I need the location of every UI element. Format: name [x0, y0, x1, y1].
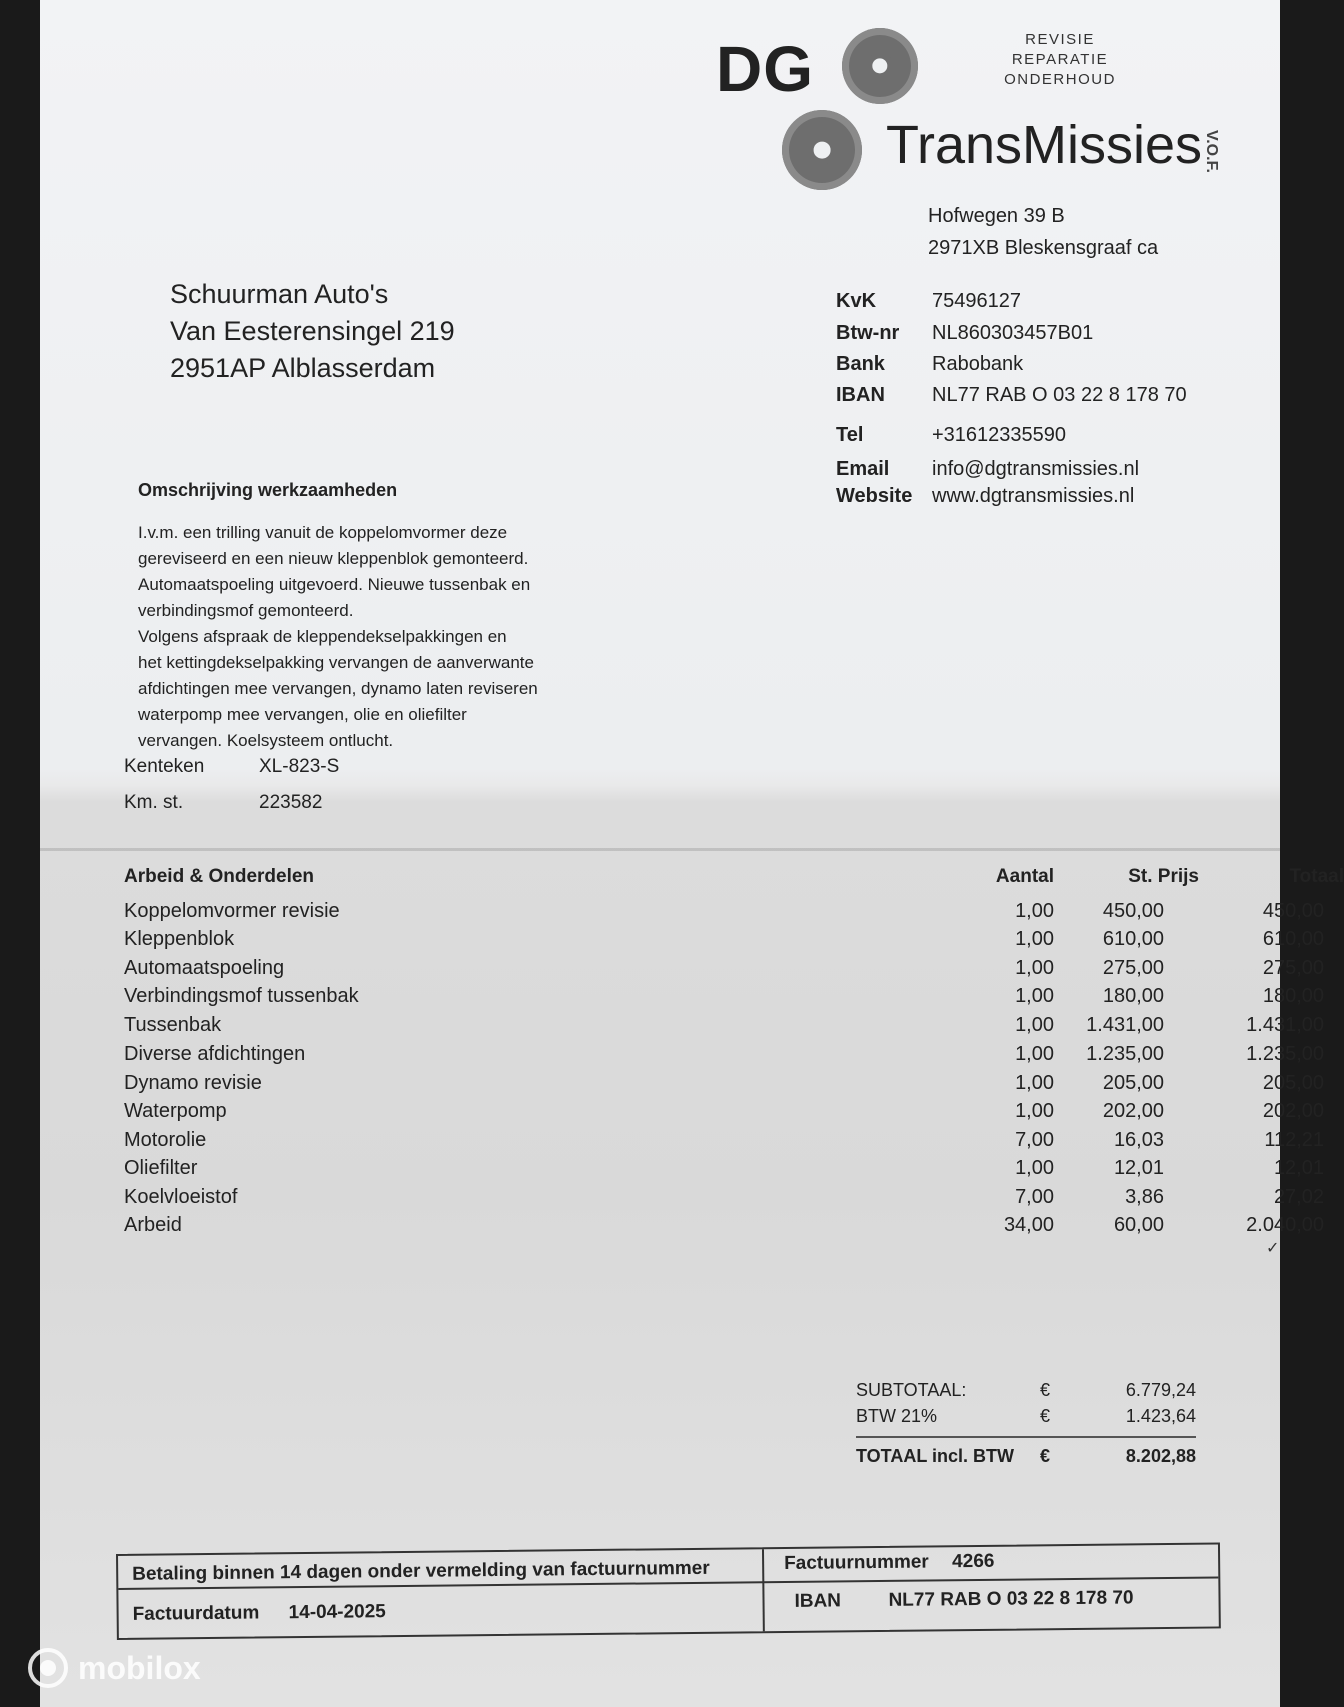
- logo-dg-text: DG: [716, 33, 814, 105]
- table-row: [124, 1014, 1324, 1042]
- description-line: waterpomp mee vervangen, olie en oliefilter: [138, 705, 467, 724]
- description-line: verbindingsmof gemonteerd.: [138, 601, 354, 620]
- row-price: 12,01: [1113, 1157, 1164, 1179]
- row-qty: 1,00: [1015, 1072, 1054, 1094]
- row-total: 112,21: [1264, 1129, 1324, 1151]
- recipient-street: Van Eesterensingel 219: [170, 316, 455, 346]
- description-line: Volgens afspraak de kleppendekselpakkingen en: [138, 627, 507, 646]
- row-price: 3,86: [1125, 1186, 1164, 1208]
- info-value: NL860303457B01: [932, 322, 1094, 344]
- invoice-number: 4266: [952, 1550, 995, 1573]
- subtotal-value: 6.779,24: [1125, 1380, 1196, 1400]
- info-label: Website: [836, 485, 913, 507]
- description-line: afdichtingen mee vervangen, dynamo laten reviseren: [138, 679, 538, 698]
- row-qty: 1,00: [1015, 1100, 1054, 1122]
- info-label: KvK: [836, 290, 877, 312]
- row-desc: Koppelomvormer revisie: [124, 900, 340, 922]
- row-qty: 1,00: [1015, 928, 1054, 950]
- info-label: IBAN: [836, 384, 885, 406]
- info-row-kvk: [836, 290, 1021, 313]
- km-value: 223582: [259, 792, 323, 813]
- header-price: St. Prijs: [1128, 866, 1199, 887]
- description-line: Automaatspoeling uitgevoerd. Nieuwe tussenbak en: [138, 575, 531, 594]
- paper-fold: [40, 848, 1280, 851]
- row-desc: Diverse afdichtingen: [124, 1043, 306, 1065]
- totals-divider: [856, 1436, 1196, 1438]
- row-qty: 1,00: [1015, 1014, 1054, 1036]
- description-line: het kettingdekselpakking vervangen de aanverwante: [138, 653, 534, 672]
- company-address-line1: Hofwegen 39 B: [928, 205, 1065, 227]
- row-qty: 1,00: [1015, 1043, 1054, 1065]
- tagline: REVISIE: [1025, 31, 1095, 48]
- subtotal-label: SUBTOTAAL:: [856, 1380, 967, 1400]
- kenteken-row: [124, 756, 339, 778]
- km-row: [124, 792, 322, 814]
- items-table-header: [124, 866, 1344, 894]
- payment-note: Betaling binnen 14 dagen onder vermelding van factuurnummer: [132, 1557, 710, 1585]
- total-value: 8.202,88: [1125, 1446, 1196, 1466]
- row-total: 450,00: [1262, 900, 1324, 922]
- vat-value: 1.423,64: [1125, 1406, 1196, 1426]
- row-qty: 7,00: [1015, 1129, 1054, 1151]
- row-total: 610,00: [1262, 928, 1324, 950]
- subtotal-currency: €: [1040, 1380, 1051, 1400]
- row-desc: Motorolie: [124, 1129, 207, 1151]
- payment-footer: [116, 1542, 1221, 1640]
- info-value: www.dgtransmissies.nl: [932, 485, 1135, 507]
- info-row-btw: [836, 322, 1093, 345]
- row-qty: 1,00: [1015, 900, 1054, 922]
- table-row: [124, 1043, 1324, 1071]
- table-row: [124, 1186, 1324, 1214]
- tagline: REPARATIE: [1011, 51, 1109, 68]
- header-desc: Arbeid & Onderdelen: [124, 866, 315, 887]
- description-line: I.v.m. een trilling vanuit de koppelomvormer deze: [138, 523, 508, 542]
- row-desc: Kleppenblok: [124, 928, 235, 950]
- row-qty: 1,00: [1015, 1157, 1054, 1179]
- row-desc: Verbindingsmof tussenbak: [124, 985, 359, 1007]
- logo-vof-text: V.O.F.: [1203, 130, 1220, 173]
- row-qty: 7,00: [1015, 1186, 1054, 1208]
- row-total: 275,00: [1262, 957, 1324, 979]
- row-desc: Koelvloeistof: [124, 1186, 238, 1208]
- row-price: 60,00: [1113, 1214, 1164, 1236]
- table-row: [124, 985, 1324, 1013]
- invoice-date: 14-04-2025: [288, 1601, 386, 1624]
- row-total: 2.040,00: [1246, 1214, 1324, 1236]
- row-total: 205,00: [1262, 1072, 1324, 1094]
- logo-name-text: TransMissies: [886, 115, 1203, 175]
- row-qty: 34,00: [1003, 1214, 1054, 1236]
- total-currency: €: [1040, 1446, 1051, 1466]
- row-total: 202,00: [1262, 1100, 1324, 1122]
- row-desc: Waterpomp: [124, 1100, 227, 1122]
- row-desc: Arbeid: [124, 1214, 182, 1236]
- description-body: [138, 520, 608, 754]
- mobilox-watermark: [28, 1646, 201, 1690]
- footer-iban-value: NL77 RAB O 03 22 8 178 70: [888, 1587, 1134, 1611]
- info-row-email: [836, 458, 1139, 481]
- row-price: 1.235,00: [1086, 1043, 1164, 1065]
- info-value: Rabobank: [932, 353, 1024, 375]
- description-line: vervangen. Koelsysteem ontlucht.: [138, 731, 394, 750]
- total-row: [856, 1446, 1196, 1472]
- info-label: Tel: [836, 424, 864, 446]
- vat-label: BTW 21%: [856, 1406, 938, 1426]
- check-mark: ✓: [1266, 1240, 1280, 1257]
- row-price: 180,00: [1102, 985, 1164, 1007]
- recipient-city: 2951AP Alblasserdam: [170, 353, 436, 383]
- footer-iban-label: IBAN: [794, 1590, 842, 1612]
- vat-currency: €: [1040, 1406, 1051, 1426]
- company-logo: [716, 22, 1236, 192]
- info-label: Btw-nr: [836, 322, 900, 344]
- table-row: [124, 1157, 1324, 1185]
- header-qty: Aantal: [995, 866, 1054, 887]
- info-value: info@dgtransmissies.nl: [932, 458, 1140, 480]
- mobilox-logo-icon: [28, 1648, 68, 1688]
- invoice-number-label: Factuurnummer: [784, 1551, 929, 1575]
- row-qty: 1,00: [1015, 985, 1054, 1007]
- info-label: Email: [836, 458, 890, 480]
- company-address: [928, 200, 1158, 264]
- row-total: 12,01: [1273, 1157, 1324, 1179]
- info-value: 75496127: [932, 290, 1021, 312]
- total-label: TOTAAL incl. BTW: [856, 1446, 1014, 1466]
- info-label: Bank: [836, 353, 885, 375]
- invoice-date-label: Factuurdatum: [132, 1602, 260, 1625]
- header-total: Totaal: [1289, 866, 1344, 887]
- row-price: 610,00: [1102, 928, 1164, 950]
- footer-divider-vertical: [762, 1549, 765, 1631]
- watermark-text: mobilox: [78, 1649, 201, 1686]
- info-row-iban: [836, 384, 1187, 407]
- row-price: 275,00: [1102, 957, 1164, 979]
- table-row: [124, 1072, 1324, 1100]
- row-price: 202,00: [1102, 1100, 1164, 1122]
- table-row: [124, 1214, 1324, 1242]
- description-line: gereviseerd en een nieuw kleppenblok gemonteerd.: [138, 549, 529, 568]
- info-row-tel: [836, 424, 1066, 447]
- tagline: ONDERHOUD: [1004, 71, 1116, 88]
- table-row: [124, 900, 1324, 928]
- recipient-name: Schuurman Auto's: [170, 279, 389, 309]
- subtotal-row: [856, 1380, 1196, 1406]
- info-row-website: [836, 485, 1134, 508]
- row-desc: Tussenbak: [124, 1014, 222, 1036]
- company-address-line2: 2971XB Bleskensgraaf ca: [928, 237, 1159, 259]
- info-value: NL77 RAB O 03 22 8 178 70: [932, 384, 1187, 406]
- gear-icon: [782, 110, 862, 190]
- description-title: Omschrijving werkzaamheden: [138, 480, 398, 500]
- vat-row: [856, 1406, 1196, 1432]
- table-row: [124, 1100, 1324, 1128]
- km-label: Km. st.: [124, 792, 184, 813]
- kenteken-label: Kenteken: [124, 756, 205, 777]
- row-total: 180,00: [1262, 985, 1324, 1007]
- table-row: [124, 957, 1324, 985]
- row-total: 1.431,00: [1246, 1014, 1324, 1036]
- row-price: 205,00: [1102, 1072, 1164, 1094]
- recipient-address: [170, 276, 455, 387]
- info-value: +31612335590: [932, 424, 1067, 446]
- logo-taglines: [990, 30, 1130, 90]
- row-desc: Automaatspoeling: [124, 957, 285, 979]
- row-price: 1.431,00: [1086, 1014, 1164, 1036]
- table-row: [124, 928, 1324, 956]
- row-qty: 1,00: [1015, 957, 1054, 979]
- info-row-bank: [836, 353, 1023, 376]
- row-price: 450,00: [1102, 900, 1164, 922]
- row-total: 1.235,00: [1246, 1043, 1324, 1065]
- row-price: 16,03: [1113, 1129, 1164, 1151]
- kenteken-value: XL-823-S: [259, 756, 340, 777]
- row-desc: Oliefilter: [124, 1157, 198, 1179]
- table-row: [124, 1129, 1324, 1157]
- row-desc: Dynamo revisie: [124, 1072, 262, 1094]
- row-total: 27,02: [1273, 1186, 1324, 1208]
- gear-icon: [842, 28, 918, 104]
